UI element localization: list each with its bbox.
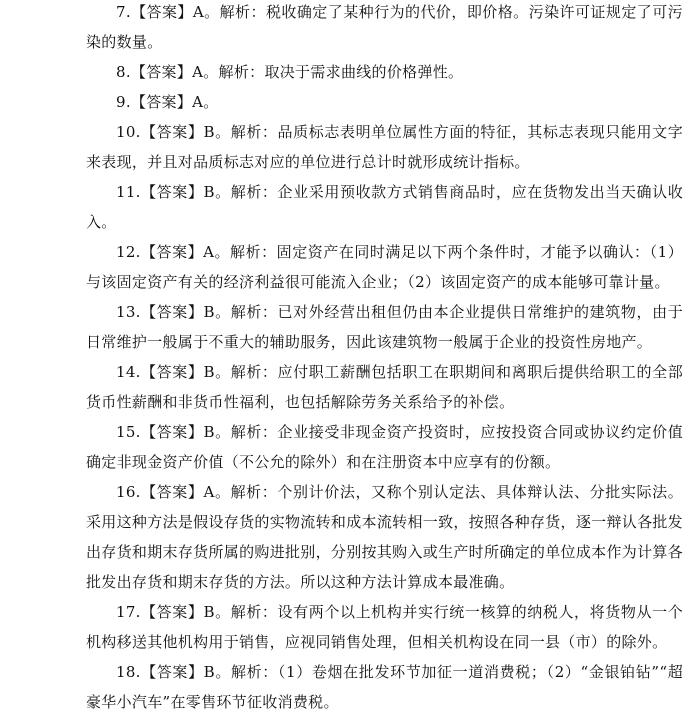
answer-item-12: 12.【答案】A。解析：固定资产在同时满足以下两个条件时，才能予以确认：（1）与该固定资产有关的经济利益很可能流入企业；（2）该固定资产的成本能够可靠计量。 xyxy=(86,243,683,291)
answer-item-17: 17.【答案】B。解析：设有两个以上机构并实行统一核算的纳税人，将货物从一个机构移送其他机构用于销售，应视同销售处理，但相关机构设在同一县（市）的除外。 xyxy=(86,603,683,651)
answer-item-13: 13.【答案】B。解析：已对外经营出租但仍由本企业提供日常维护的建筑物，由于日常维护一般属于不重大的辅助服务，因此该建筑物一般属于企业的投资性房地产。 xyxy=(86,303,683,351)
answer-item-14: 14.【答案】B。解析：应付职工薪酬包括职工在职期间和离职后提供给职工的全部货币性薪酬和非货币性福利，也包括解除劳务关系给予的补偿。 xyxy=(86,363,683,411)
answer-item-10: 10.【答案】B。解析：品质标志表明单位属性方面的特征，其标志表现只能用文字来表现，并且对品质标志对应的单位进行总计时就形成统计指标。 xyxy=(86,123,683,171)
answer-item-18: 18.【答案】B。解析：（1）卷烟在批发环节加征一道消费税；（2）“金银铂钻”“超豪华小汽车”在零售环节征收消费税。 xyxy=(86,663,683,711)
answer-item-7: 7.【答案】A。解析：税收确定了某种行为的代价，即价格。污染许可证规定了可污染的数量。 xyxy=(86,3,683,51)
answer-item-15: 15.【答案】B。解析：企业接受非现金资产投资时，应按投资合同或协议约定价值确定非现金资产价值（不公允的除外）和在注册资本中应享有的份额。 xyxy=(86,423,683,471)
answer-item-16: 16.【答案】A。解析：个别计价法，又称个别认定法、具体辩认法、分批实际法。采用这种方法是假设存货的实物流转和成本流转相一致，按照各种存货，逐一辩认各批发出存货和期末存货所属的购进批别，分别按其购入或生产时所确定的单位成本作为计算各批发出存货和期末存货的方法。所以这种方法计算成本最准确。 xyxy=(86,483,683,591)
answer-item-11: 11.【答案】B。解析：企业采用预收款方式销售商品时，应在货物发出当天确认收入。 xyxy=(86,183,683,231)
answer-item-9: 9.【答案】A。 xyxy=(116,93,219,111)
answer-item-8: 8.【答案】A。解析：取决于需求曲线的价格弹性。 xyxy=(116,63,464,81)
